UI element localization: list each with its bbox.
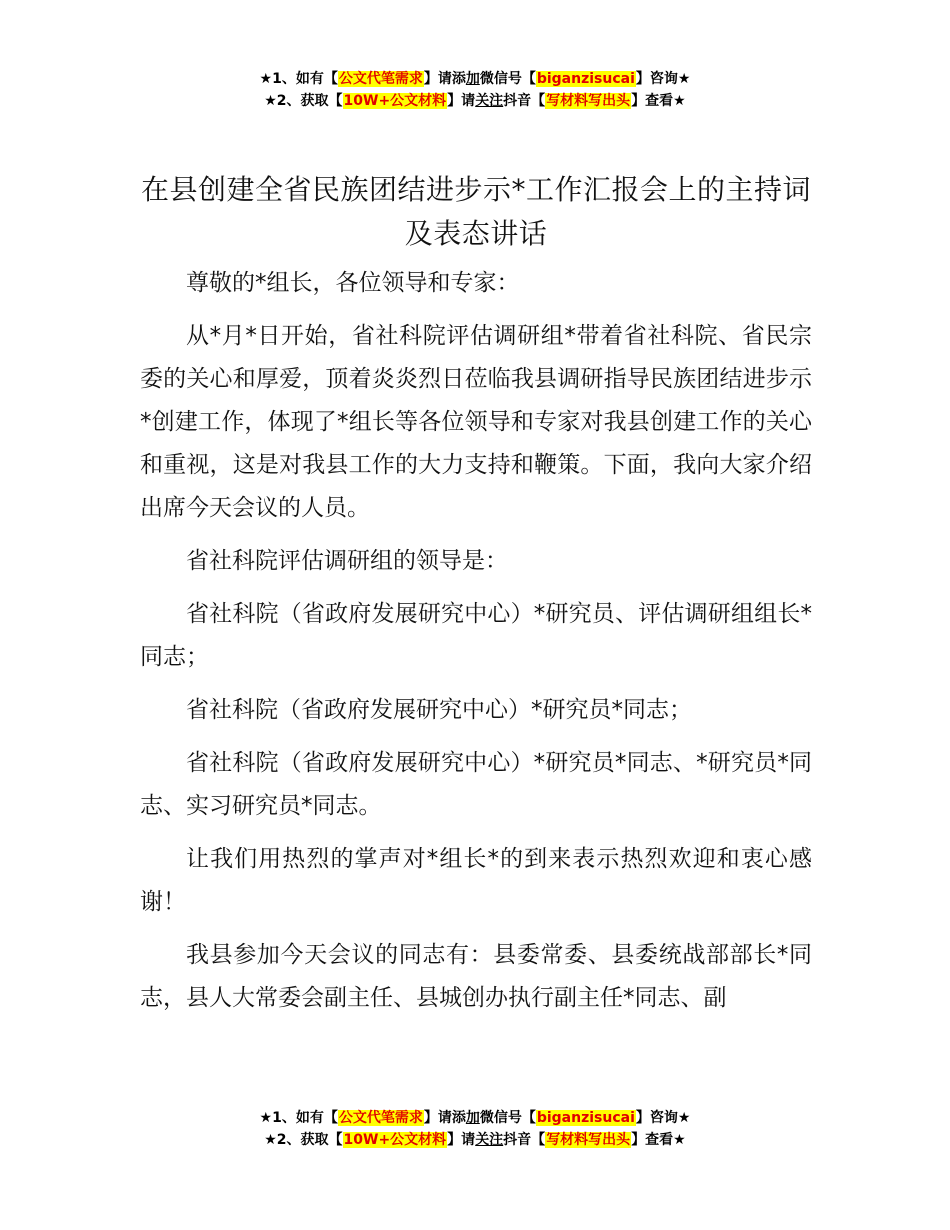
banner-text: 】查看★ xyxy=(631,93,686,109)
banner-highlight: biganzisucai xyxy=(536,71,635,87)
banner-text: 】咨询★ xyxy=(635,1110,691,1126)
banner-highlight: 10W+公文材料 xyxy=(343,1132,447,1148)
paragraph: 省社科院（省政府发展研究中心）*研究员*同志、*研究员*同志、实习研究员*同志。 xyxy=(140,750,812,819)
paragraph: 从*月*日开始，省社科院评估调研组*带着省社科院、省民宗委的关心和厚爱，顶着炎炎烈日莅临我县调研指导民族团结进步示*创建工作，体现了*组长等各位领导和专家对我县创建工作的关心和重视，这是对我县工作的大力支持和鞭策。下面，我向大家介绍出席今天会议的人员。 xyxy=(140,323,812,521)
paragraph: 尊敬的*组长，各位领导和专家： xyxy=(186,270,520,296)
banner-text: 微信号【 xyxy=(479,1110,536,1126)
banner-text: 微信号【 xyxy=(479,71,536,87)
paragraph: 让我们用热烈的掌声对*组长*的到来表示热烈欢迎和衷心感谢！ xyxy=(140,846,812,915)
banner-text: 抖音【 xyxy=(503,93,546,109)
header-banner xyxy=(0,68,950,112)
paragraph: 我县参加今天会议的同志有：县委常委、县委统战部部长*同志，县人大常委会副主任、县城创办执行副主任*同志、副 xyxy=(140,942,812,1011)
banner-line-1 xyxy=(0,68,950,90)
banner-text: ★1、如有【 xyxy=(259,1110,338,1126)
paragraph: 省社科院评估调研组的领导是： xyxy=(186,548,508,574)
banner-text: 】咨询★ xyxy=(635,71,691,87)
banner-line-2 xyxy=(0,90,950,112)
banner-highlight: 10W+公文材料 xyxy=(343,93,447,109)
banner-text: 】请 xyxy=(447,93,476,109)
banner-text: 】请添 xyxy=(423,71,466,87)
document-body xyxy=(140,168,812,1030)
banner-line-2 xyxy=(0,1129,950,1151)
document-title: 在县创建全省民族团结进步示*工作汇报会上的主持词及表态讲话 xyxy=(140,173,811,250)
banner-text: 】请添 xyxy=(423,1110,466,1126)
paragraph: 省社科院（省政府发展研究中心）*研究员、评估调研组组长*同志； xyxy=(140,601,812,670)
paragraph: 省社科院（省政府发展研究中心）*研究员*同志； xyxy=(186,697,692,723)
banner-text: 抖音【 xyxy=(503,1132,546,1148)
banner-text: ★2、获取【 xyxy=(264,93,343,109)
banner-highlight: 公文代笔需求 xyxy=(338,71,423,87)
banner-underline: 关注 xyxy=(475,1132,504,1148)
banner-text: ★2、获取【 xyxy=(264,1132,343,1148)
banner-highlight: 写材料写出头 xyxy=(546,93,631,109)
banner-underline: 加 xyxy=(465,71,480,87)
banner-highlight: 写材料写出头 xyxy=(546,1132,631,1148)
banner-underline: 加 xyxy=(465,1110,480,1126)
banner-text: 】请 xyxy=(447,1132,476,1148)
banner-highlight: biganzisucai xyxy=(536,1110,635,1126)
banner-text: ★1、如有【 xyxy=(259,71,338,87)
banner-text: 】查看★ xyxy=(631,1132,686,1148)
banner-line-1 xyxy=(0,1107,950,1129)
banner-underline: 关注 xyxy=(475,93,504,109)
banner-highlight: 公文代笔需求 xyxy=(338,1110,423,1126)
footer-banner xyxy=(0,1107,950,1151)
